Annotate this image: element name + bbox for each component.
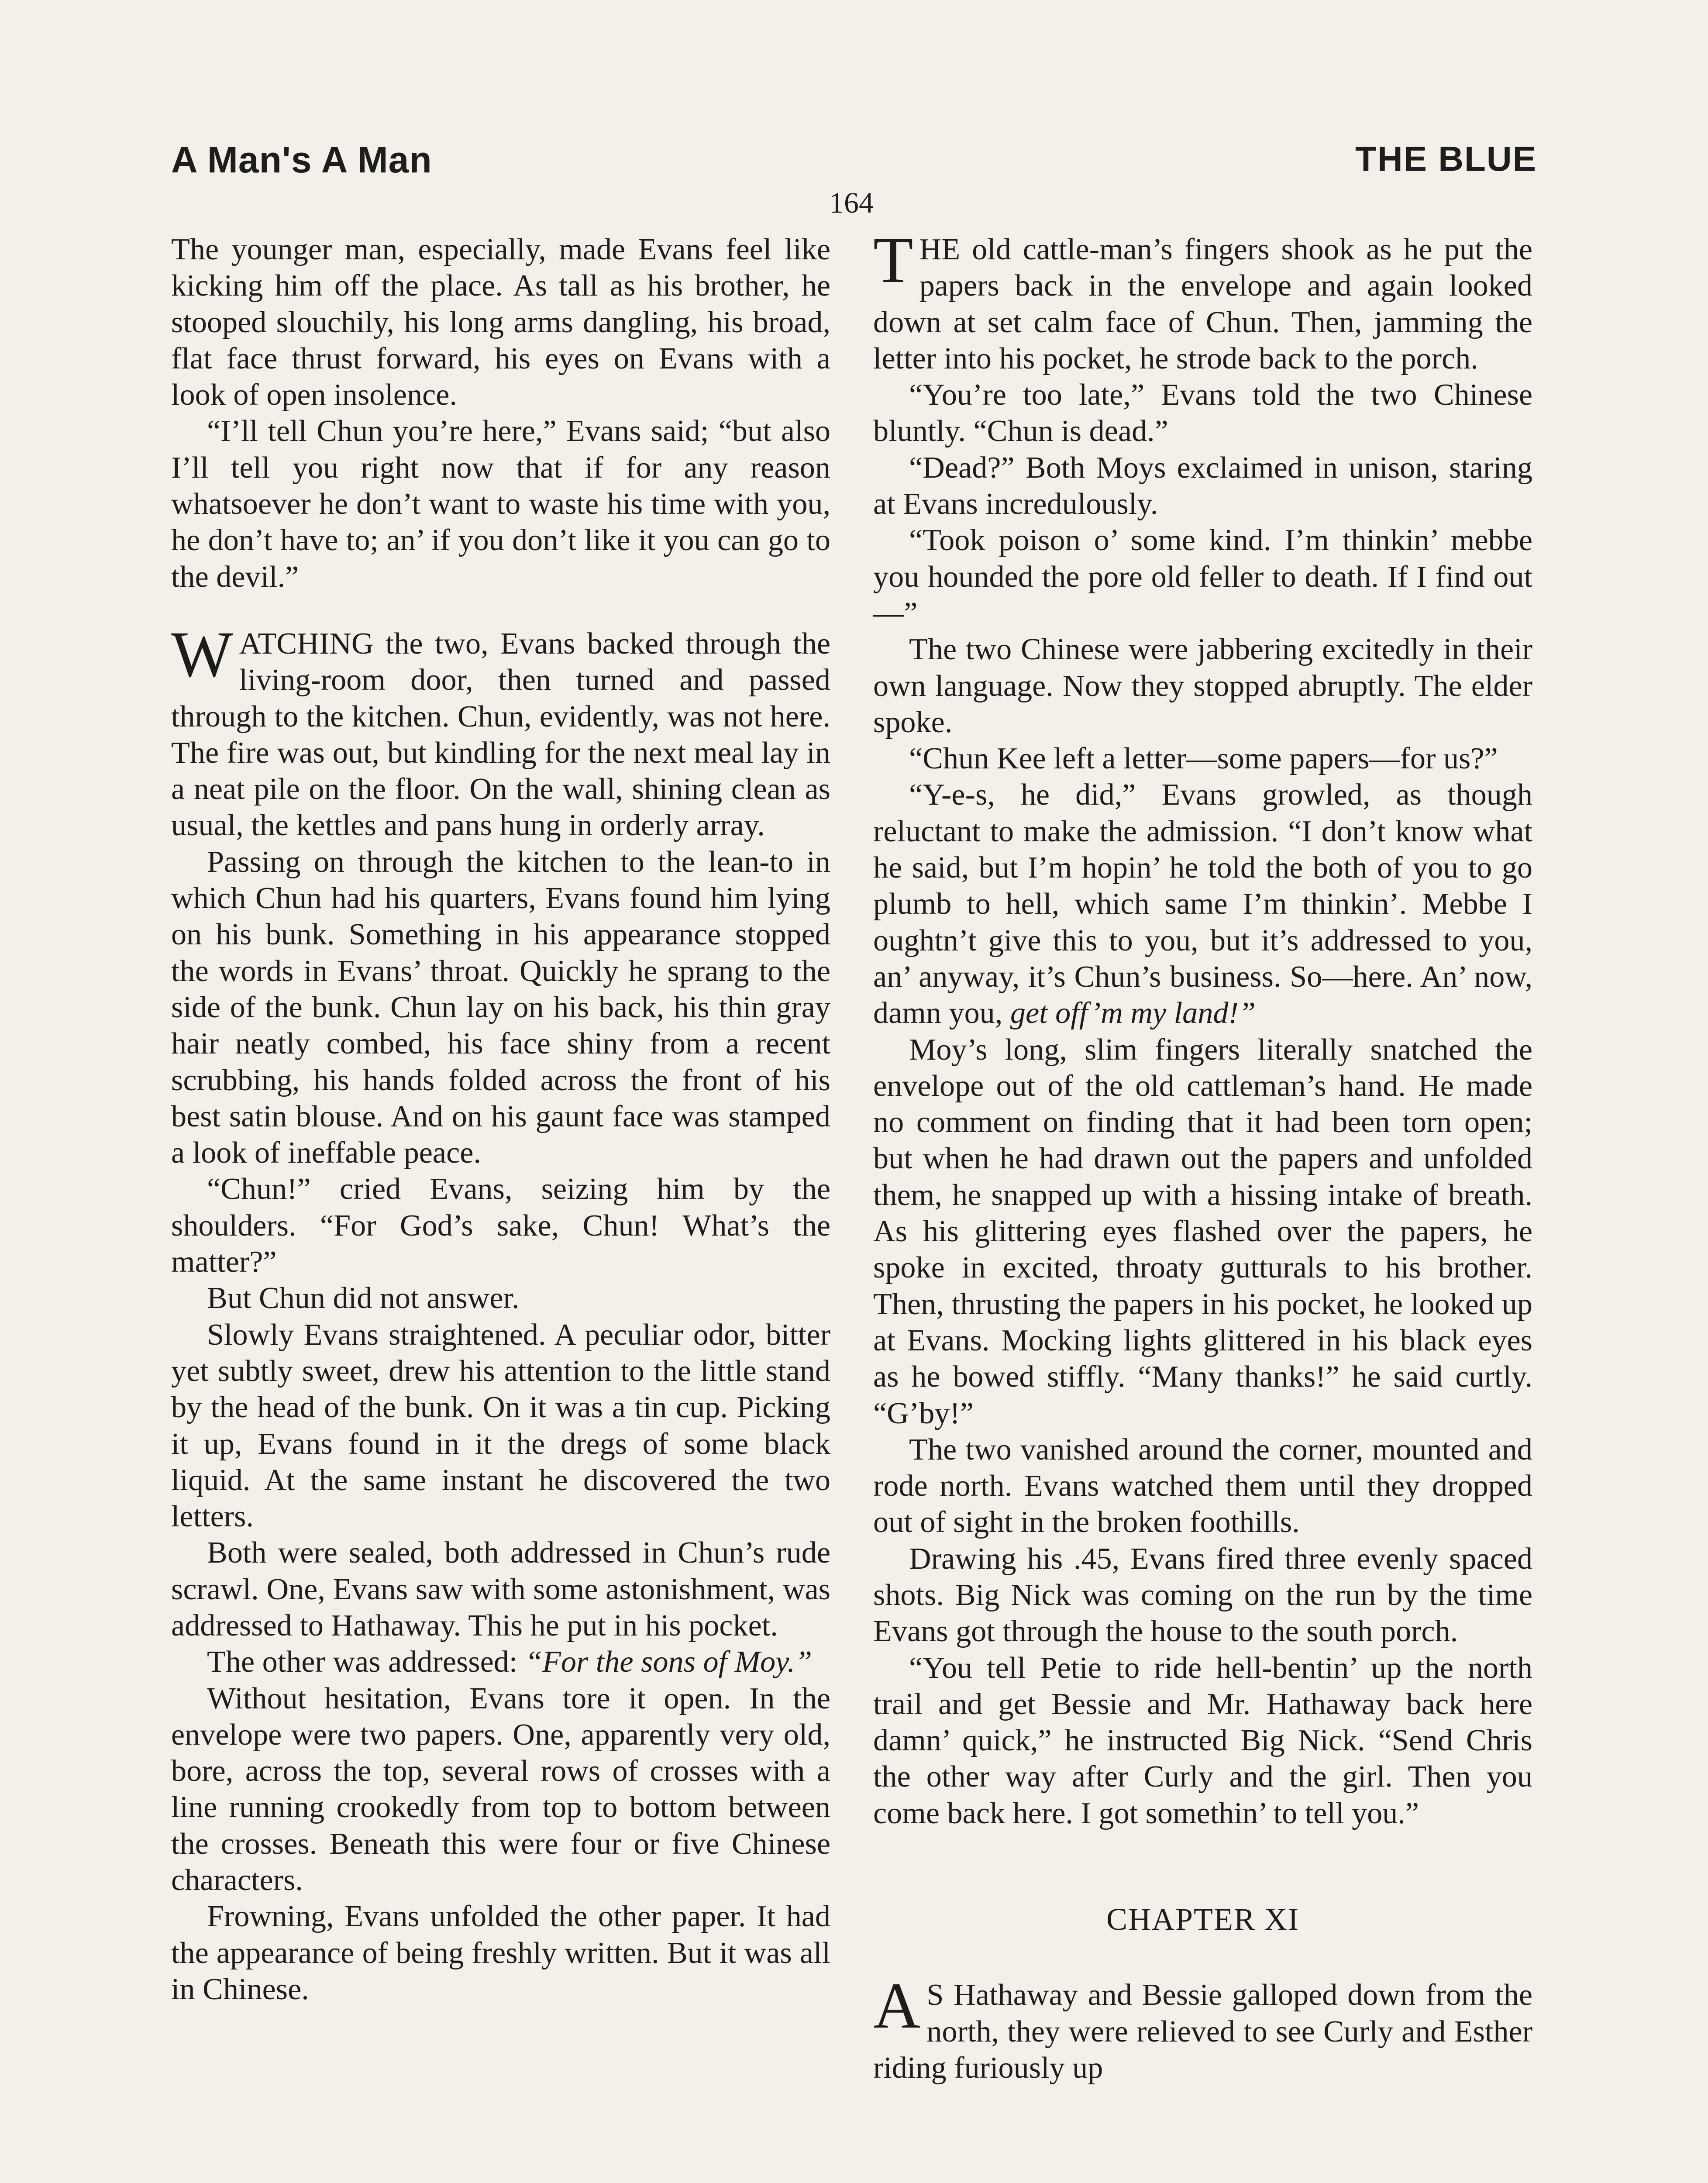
story-title: A Man's A Man [171, 139, 432, 180]
paragraph-text: HE old cattle-man’s fingers shook as he put the papers back in the envelope and again looked down at set calm face of Chun. Then, jamming the letter into his pocket, he strode back to the porch. [873, 232, 1532, 375]
left-column [171, 231, 830, 2007]
paragraph [171, 1644, 830, 1680]
italic-text: get off’m my land!” [1010, 996, 1256, 1030]
paragraph: Moy’s long, slim fingers literally snatched the envelope out of the old cattleman’s hand. He made no comment on finding that it had been torn open; but when he had drawn out the papers and unfolded them, he snapped up with a hissing intake of breath. As his glittering eyes flashed over the papers, he spoke in excited, throaty gutturals to his brother. Then, thrusting the papers in his pocket, he looked up at Evans. Mocking lights glittered in his black eyes as he bowed stiffly. “Many thanks!” he said curtly. “G’by!” [873, 1032, 1532, 1430]
paragraph: Frowning, Evans unfolded the other paper. It had the appearance of being freshly written. But it was all in Chinese. [171, 1899, 830, 2006]
paragraph: Drawing his .45, Evans fired three evenly spaced shots. Big Nick was coming on the run by the time Evans got through the house to the south porch. [873, 1541, 1532, 1649]
italic-text: “For the sons of Moy.” [525, 1645, 813, 1679]
paragraph-dropcap [171, 618, 830, 844]
paragraph: “Chun!” cried Evans, seizing him by the shoulders. “For God’s sake, Chun! What’s the matter?” [171, 1172, 830, 1279]
drop-cap: T [873, 224, 913, 296]
paragraph: The two vanished around the corner, mounted and rode north. Evans watched them until they dropped out of sight in the broken foothills. [873, 1432, 1532, 1539]
chapter-heading: CHAPTER XI [1106, 1902, 1299, 1937]
paragraph: The two Chinese were jabbering excitedly in their own language. Now they stopped abruptly. The elder spoke. [873, 632, 1532, 739]
page-number: 164 [829, 186, 874, 219]
paragraph: “Took poison o’ some kind. I’m thinkin’ mebbe you hounded the pore old feller to death. If I find out—” [873, 523, 1532, 630]
paragraph: Both were sealed, both addressed in Chun’s rude scrawl. One, Evans saw with some astonishment, was addressed to Hathaway. This he put in his pocket. [171, 1536, 830, 1642]
paragraph: The younger man, especially, made Evans feel like kicking him off the place. As tall as his brother, he stooped slouchily, his long arms dangling, his broad, flat face thrust forward, his eyes on Evans with a look of open insolence. [171, 232, 830, 412]
paragraph-dropcap [873, 1970, 1532, 2086]
paragraph [873, 777, 1532, 1031]
paragraph: “You tell Petie to ride hell-bentin’ up the north trail and get Bessie and Mr. Hathaway back here damn’ quick,” he instructed Big Nick. “Send Chris the other way after Curly and the girl. Then you come back here. I got somethin’ to tell you.” [873, 1650, 1532, 1830]
paragraph: “Dead?” Both Moys exclaimed in unison, staring at Evans incredulously. [873, 450, 1532, 521]
paragraph: Passing on through the kitchen to the lean-to in which Chun had his quarters, Evans found him lying on his bunk. Something in his appearance stopped the words in Evans’ throat. Quickly he sprang to the side of the bunk. Chun lay on his back, his thin gray hair neatly combed, his face shiny from a recent scrubbing, his hands folded across the front of his best satin blouse. And on his gaunt face was stamped a look of ineffable peace. [171, 844, 830, 1170]
paragraph: “Chun Kee left a letter—some papers—for us?” [909, 741, 1498, 776]
paragraph-dropcap [873, 224, 1532, 377]
paragraph: But Chun did not answer. [207, 1281, 520, 1315]
paragraph-text: ATCHING the two, Evans backed through the living-room door, then turned and passed through to the kitchen. Chun, evidently, was not here. The fire was out, but kindling for the next meal lay in a neat pile on the floor. On the wall, shining clean as usual, the kettles and pans hung in orderly array. [171, 626, 830, 843]
paragraph: “You’re too late,” Evans told the two Chinese bluntly. “Chun is dead.” [873, 378, 1532, 448]
magazine-name: THE BLUE [1355, 139, 1537, 178]
drop-cap: W [171, 618, 233, 691]
paragraph-text: S Hathaway and Bessie galloped down from the north, they were relieved to see Curly and Esther riding furiously up [873, 1978, 1532, 2085]
drop-cap: A [873, 1970, 921, 2042]
paragraph: Without hesitation, Evans tore it open. In the envelope were two papers. One, apparently very old, bore, across the top, several rows of crosses with a line running crookedly from top to bottom between the crosses. Beneath this were four or five Chinese characters. [171, 1681, 830, 1897]
paragraph-text: The other was addressed: [207, 1645, 518, 1679]
paragraph: Slowly Evans straightened. A peculiar odor, bitter yet subtly sweet, drew his attention to the little stand by the head of the bunk. On it was a tin cup. Picking it up, Evans found in it the dregs of some black liquid. At the same instant he discovered the two letters. [171, 1317, 830, 1534]
right-column [873, 224, 1532, 2086]
paragraph-text: “Y-e-s, he did,” Evans growled, as though reluctant to make the admission. “I don’t know what he said, but I’m hopin’ he told the both of you to go plumb to hell, which same I’m thinkin’. Mebbe I oughtn’t give this to you, but it’s addressed to you, an’ anyway, it’s Chun’s business. So—here. An’ now, damn you, [873, 778, 1532, 1030]
paragraph: “I’ll tell Chun you’re here,” Evans said; “but also I’ll tell you right now that if for any reason whatsoever he don’t want to waste his time with you, he don’t have to; an’ if you don’t like it you can go to the devil.” [171, 414, 830, 594]
